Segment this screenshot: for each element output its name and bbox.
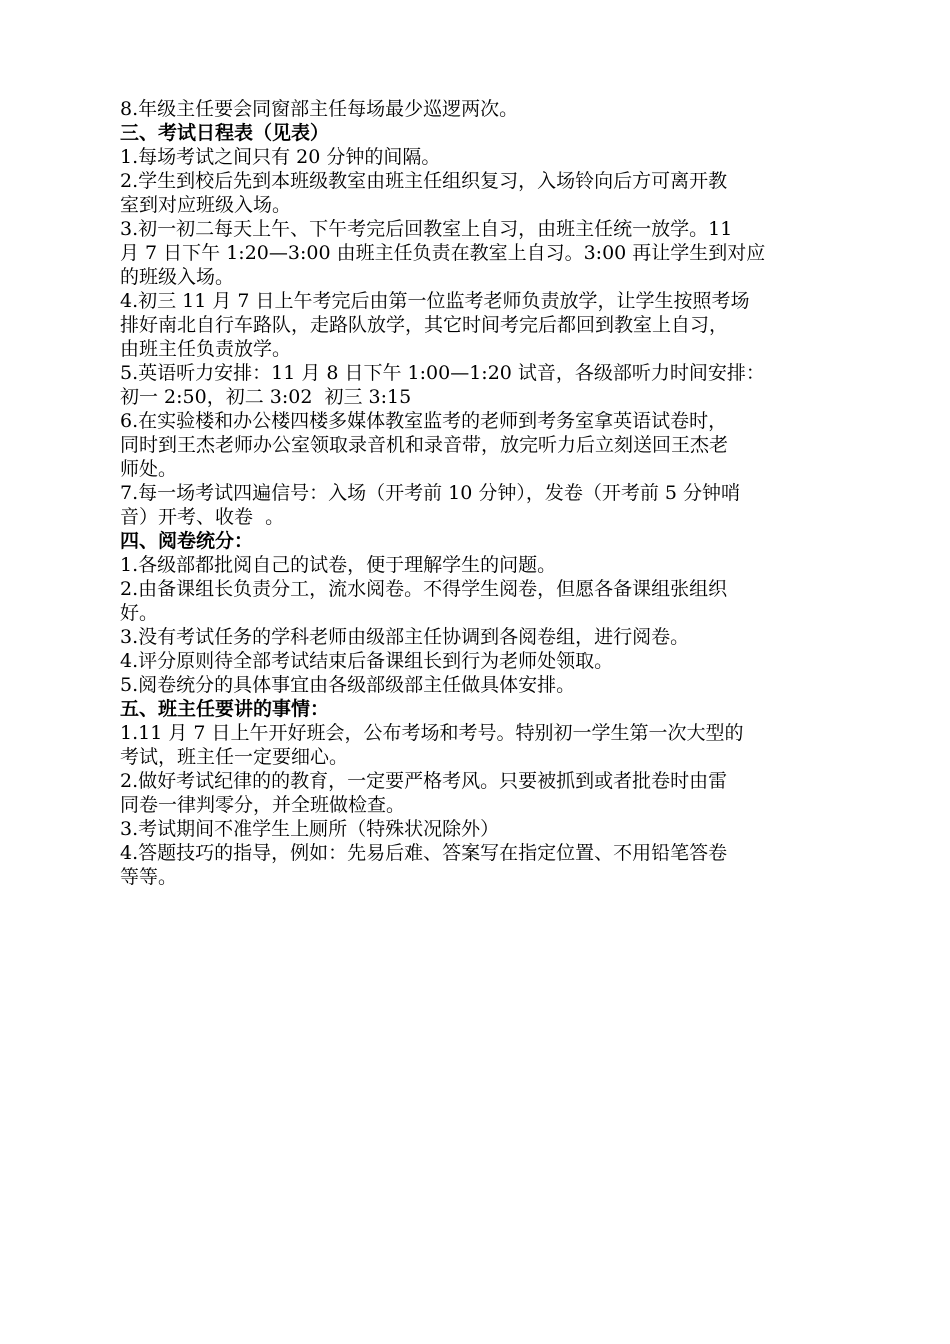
- text-line: 3.考试期间不准学生上厕所（特殊状况除外）: [120, 818, 500, 840]
- text-line: 4.评分原则待全部考试结束后备课组长到行为老师处领取。: [120, 650, 614, 672]
- text-line: 考试，班主任一定要细心。: [120, 746, 349, 768]
- text-line: 好。: [120, 602, 159, 624]
- text-line: 室到对应班级入场。: [120, 194, 292, 216]
- text-line: 1.各级部都批阅自己的试卷，便于理解学生的问题。: [120, 554, 557, 576]
- text-line: 8.年级主任要会同窗部主任每场最少巡逻两次。: [120, 98, 519, 120]
- text-line: 4.答题技巧的指导，例如：先易后难、答案写在指定位置、不用铅笔答卷: [120, 842, 728, 864]
- text-line: 同时到王杰老师办公室领取录音机和录音带，放完听力后立刻送回王杰老: [120, 434, 729, 456]
- document-page: [120, 97, 860, 889]
- text-line: 5.英语听力安排：11 月 8 日下午 1:00—1:20 试音，各级部听力时间安排：: [120, 362, 765, 384]
- section-heading: 三、考试日程表（见表）: [120, 122, 330, 144]
- text-line: 4.初三 11 月 7 日上午考完后由第一位监考老师负责放学，让学生按照考场: [120, 290, 750, 312]
- text-line: 1.每场考试之间只有 20 分钟的间隔。: [120, 146, 441, 168]
- text-line: 师处。: [120, 458, 178, 480]
- text-line: 3.初一初二每天上午、下午考完后回教室上自习，由班主任统一放学。11: [120, 218, 733, 240]
- text-line: 6.在实验楼和办公楼四楼多媒体教室监考的老师到考务室拿英语试卷时，: [120, 410, 728, 432]
- text-line: 2.由备课组长负责分工，流水阅卷。不得学生阅卷，但愿各备课组张组织: [120, 578, 728, 600]
- text-line: 1.11 月 7 日上午开好班会，公布考场和考号。特别初一学生第一次大型的: [120, 722, 744, 744]
- text-line: 初一 2:50，初二 3:02 初三 3:15: [120, 386, 412, 408]
- text-line: 3.没有考试任务的学科老师由级部主任协调到各阅卷组，进行阅卷。: [120, 626, 690, 648]
- text-line: 7.每一场考试四遍信号：入场（开考前 10 分钟），发卷（开考前 5 分钟哨: [120, 482, 741, 504]
- text-line: 等等。: [120, 866, 178, 888]
- section-heading: 四、阅卷统分：: [120, 530, 254, 552]
- text-line: 同卷一律判零分，并全班做检查。: [120, 794, 406, 816]
- text-line: 排好南北自行车路队，走路队放学，其它时间考完后都回到教室上自习，: [120, 314, 729, 336]
- text-line: 2.做好考试纪律的的教育，一定要严格考风。只要被抓到或者批卷时由雷: [120, 770, 728, 792]
- text-line: 月 7 日下午 1:20—3:00 由班主任负责在教室上自习。3:00 再让学生到对应: [120, 242, 766, 264]
- text-line: 5.阅卷统分的具体事宜由各级部级部主任做具体安排。: [120, 674, 576, 696]
- text-line: 的班级入场。: [120, 266, 235, 288]
- section-heading: 五、班主任要讲的事情：: [120, 698, 330, 720]
- text-line: 2.学生到校后先到本班级教室由班主任组织复习，入场铃向后方可离开教: [120, 170, 728, 192]
- text-line: 由班主任负责放学。: [120, 338, 292, 360]
- text-line: 音）开考、收卷 。: [120, 506, 285, 528]
